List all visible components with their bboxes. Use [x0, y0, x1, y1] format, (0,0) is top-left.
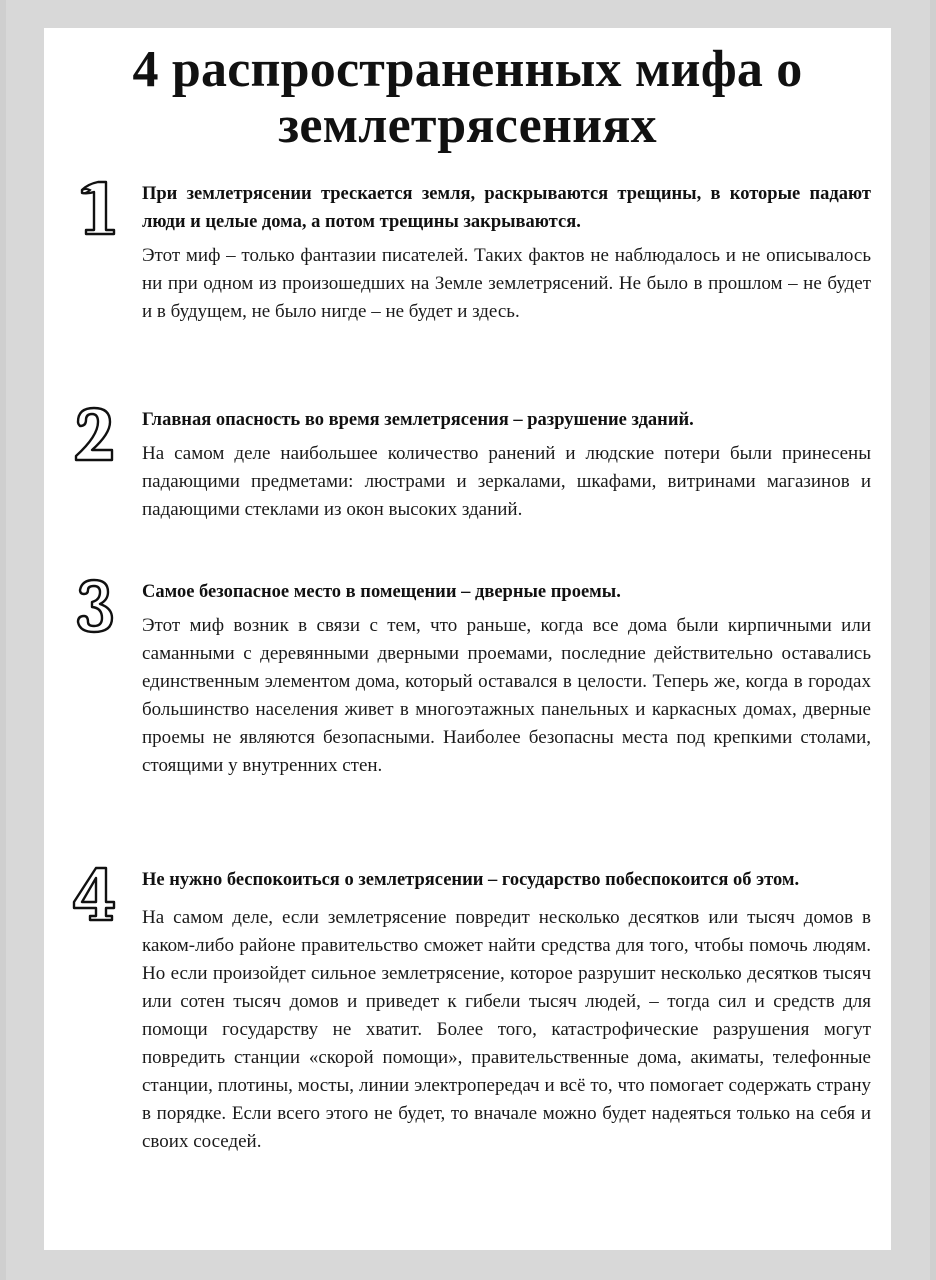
document-page: [44, 28, 891, 1250]
myth-text: На самом деле наибольшее количество ранений и людские потери были принесены падающими предметами: люстрами и зеркалами, шкафами, витринами магазинов и падающими стеклами из окон высоких зданий.: [142, 443, 871, 520]
viewer-right-edge: [930, 0, 936, 1280]
myth-text: На самом деле, если землетрясение повредит несколько десятков или тысяч домов в каком-либо районе правительство сможет найти средства для того, чтобы помочь людям. Но если произойдет сильное землетрясение, которое разрушит несколько десятков тысяч или сотен тысяч домов и приведет к гибели тысяч людей, – тогда сил и средств для помощи государству не хватит. Более того, катастрофические разрушения могут повредить станции «скорой помощи», правительственные дома, акиматы, телефонные станции, плотины, мосты, линии электропередач и всё то, что помогает содержать страну в порядке. Если всего этого не будет, то вначале можно будет надеяться только на себя и своих соседей.: [142, 907, 871, 1152]
myth-heading: Главная опасность во время землетрясения – разрушение зданий.: [142, 410, 694, 430]
myth-number-2-icon: [68, 404, 120, 464]
myth-number-1-icon: [68, 178, 120, 238]
myth-heading: При землетрясении трескается земля, раскрываются трещины, в которые падают люди и целые дома, а потом трещины закрываются.: [142, 184, 871, 232]
myth-number-4-icon: [68, 864, 120, 924]
myth-text: Этот миф – только фантазии писателей. Таких фактов не наблюдалось и не описывалось ни при одном из произошедших на Земле землетрясений. Не было в прошлом – не будет и в будущем, не было нигде – не будет и здесь.: [142, 245, 871, 322]
myth-heading: Самое безопасное место в помещении – дверные проемы.: [142, 582, 621, 602]
page-title: 4 распространенных мифа о землетрясениях: [132, 41, 803, 154]
myth-heading: Не нужно беспокоиться о землетрясении – государство побеспокоится об этом.: [142, 870, 800, 890]
viewer-left-edge: [0, 0, 6, 1280]
myth-text: Этот миф возник в связи с тем, что раньше, когда все дома были кирпичными или саманными с деревянными дверными проемами, последние действительно оставались единственным элементом дома, который оставался в целости. Теперь же, когда в городах большинство населения живет в многоэтажных панельных и каркасных домах, дверные проемы не являются безопасными. Наиболее безопасны места под крепкими столами, стоящими у внутренних стен.: [142, 615, 871, 776]
myth-number-3-icon: [68, 576, 120, 636]
